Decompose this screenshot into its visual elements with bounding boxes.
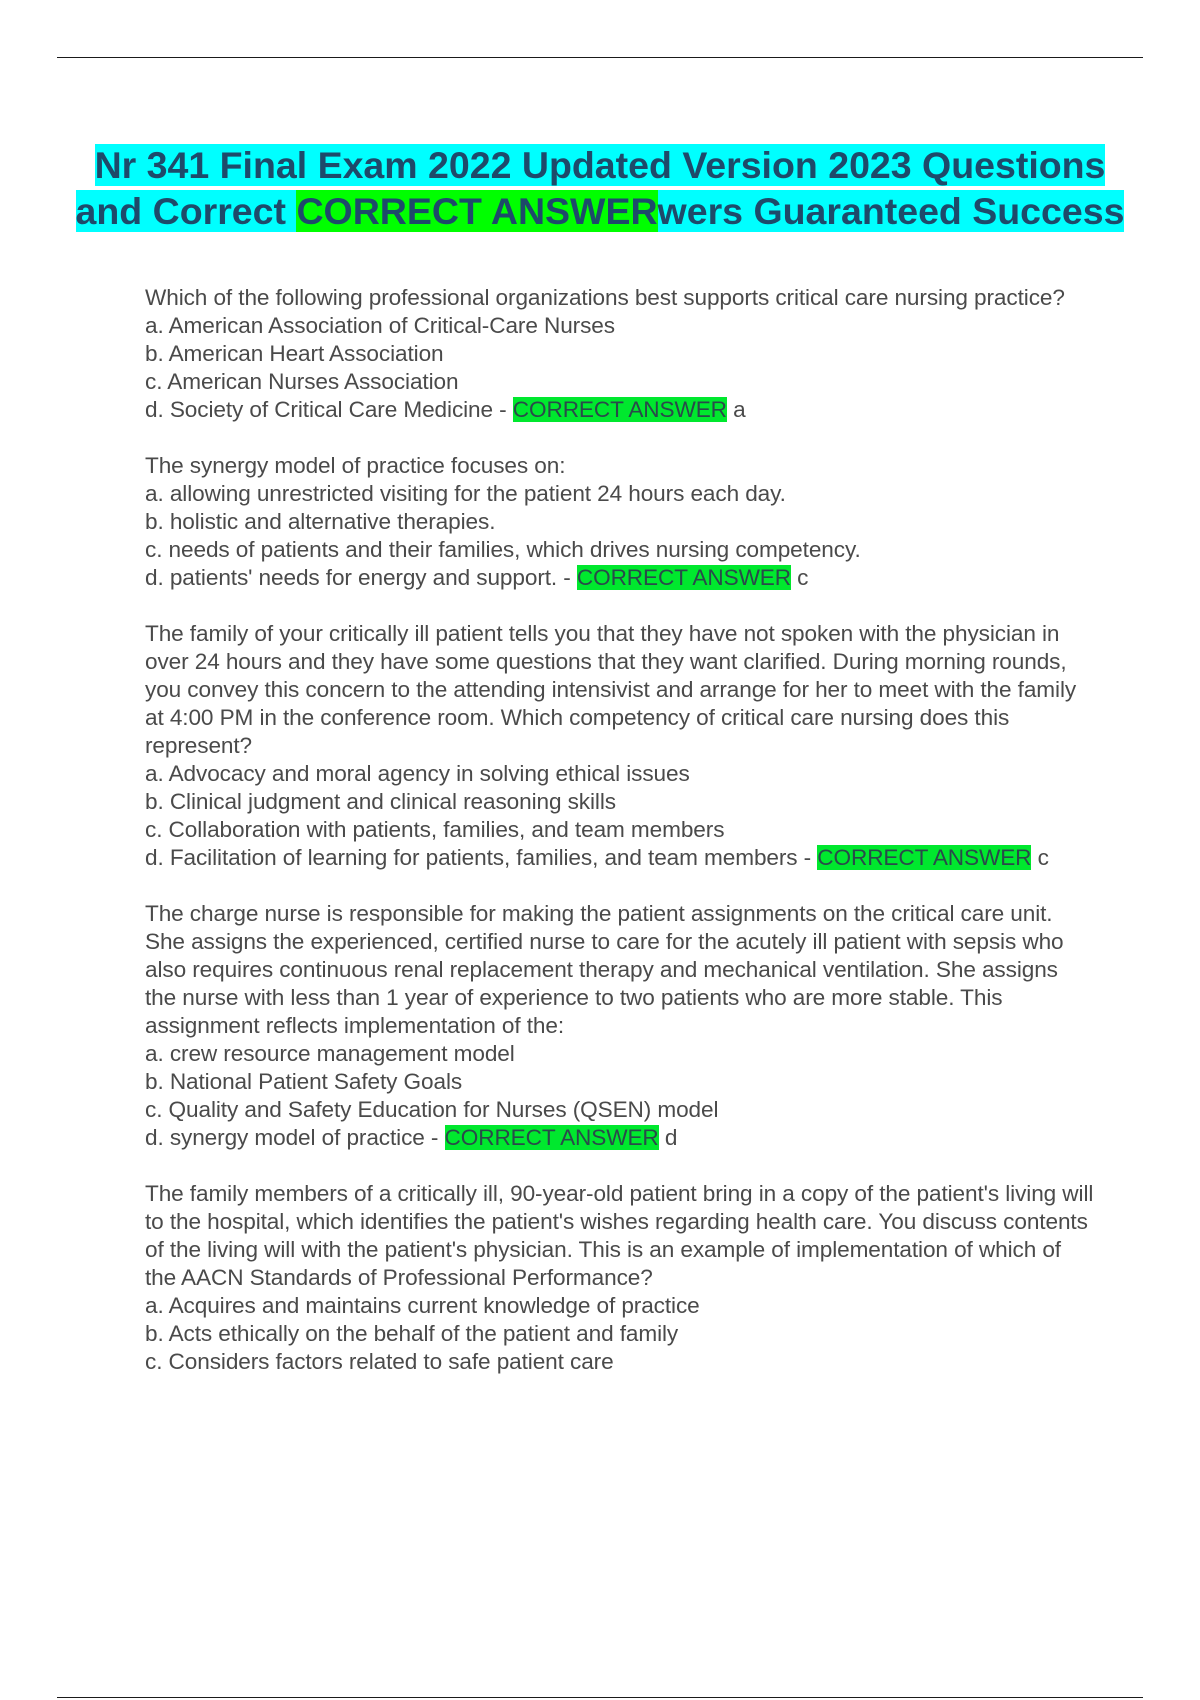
option-a: a. Acquires and maintains current knowledge of practice	[145, 1293, 700, 1318]
option-d-with-answer	[145, 396, 1095, 424]
answer-label: CORRECT ANSWER	[817, 845, 1032, 870]
option-d-with-answer	[145, 564, 1095, 592]
question-2	[145, 452, 1095, 592]
question-stem: The family of your critically ill patient tells you that they have not spoken with the physician in over 24 hours and they have some questions that they want clarified. During morning rounds, you convey this concern to the attending intensivist and arrange for her to meet with the family at 4:00 PM in the conference room. Which competency of critical care nursing does this represent?	[145, 621, 1077, 758]
answer-label: CORRECT ANSWER	[512, 397, 727, 422]
document-title	[60, 142, 1140, 234]
question-stem: The family members of a critically ill, 90-year-old patient bring in a copy of the patient's living will to the hospital, which identifies the patient's wishes regarding health care. You discuss contents of the living will with the patient's physician. This is an example of implementation of which of the AACN Standards of Professional Performance?	[145, 1181, 1094, 1290]
title-part-1: Nr 341 Final Exam 2022 Updated Version 2023 Questions and Correct	[75, 144, 1106, 232]
option-c: c. Considers factors related to safe patient care	[145, 1349, 614, 1374]
answer-label: CORRECT ANSWER	[444, 1125, 659, 1150]
answer-value: a	[726, 397, 746, 422]
answer-label: CORRECT ANSWER	[576, 565, 791, 590]
question-stem: Which of the following professional organizations best supports critical care nursing practice?	[145, 285, 1065, 310]
question-3	[145, 620, 1095, 872]
question-4	[145, 900, 1095, 1152]
option-d-with-answer	[145, 844, 1095, 872]
document-body	[145, 284, 1095, 1404]
question-1	[145, 284, 1095, 424]
answer-value: d	[658, 1125, 678, 1150]
option-d: d. Society of Critical Care Medicine -	[145, 397, 513, 422]
option-b: b. National Patient Safety Goals	[145, 1069, 463, 1094]
option-c: c. needs of patients and their families, which drives nursing competency.	[145, 537, 861, 562]
option-b: b. holistic and alternative therapies.	[145, 509, 496, 534]
option-d-with-answer	[145, 1124, 1095, 1152]
title-part-3: wers Guaranteed Success	[657, 190, 1125, 232]
option-b: b. Acts ethically on the behalf of the patient and family	[145, 1321, 679, 1346]
answer-value: c	[791, 565, 809, 590]
option-c: c. Quality and Safety Education for Nurses (QSEN) model	[145, 1097, 719, 1122]
option-a: a. crew resource management model	[145, 1041, 515, 1066]
option-c: c. American Nurses Association	[145, 369, 459, 394]
answer-value: c	[1031, 845, 1049, 870]
option-d: d. patients' needs for energy and support. -	[145, 565, 577, 590]
question-stem: The synergy model of practice focuses on:	[145, 453, 566, 478]
question-stem: The charge nurse is responsible for making the patient assignments on the critical care unit. She assigns the experienced, certified nurse to care for the acutely ill patient with sepsis who also requires continuous renal replacement therapy and mechanical ventilation. She assigns the nurse with less than 1 year of experience to two patients who are more stable. This assignment reflects implementation of the:	[145, 901, 1064, 1038]
option-a: a. Advocacy and moral agency in solving ethical issues	[145, 761, 690, 786]
question-5	[145, 1180, 1095, 1376]
title-part-2: CORRECT ANSWER	[296, 190, 658, 232]
option-d: d. Facilitation of learning for patients, families, and team members -	[145, 845, 818, 870]
footer-rule	[57, 1697, 1143, 1698]
option-a: a. allowing unrestricted visiting for the patient 24 hours each day.	[145, 481, 786, 506]
option-b: b. Clinical judgment and clinical reasoning skills	[145, 789, 616, 814]
option-d: d. synergy model of practice -	[145, 1125, 445, 1150]
header-rule	[57, 57, 1143, 58]
option-b: b. American Heart Association	[145, 341, 444, 366]
option-c: c. Collaboration with patients, families, and team members	[145, 817, 725, 842]
option-a: a. American Association of Critical-Care Nurses	[145, 313, 615, 338]
